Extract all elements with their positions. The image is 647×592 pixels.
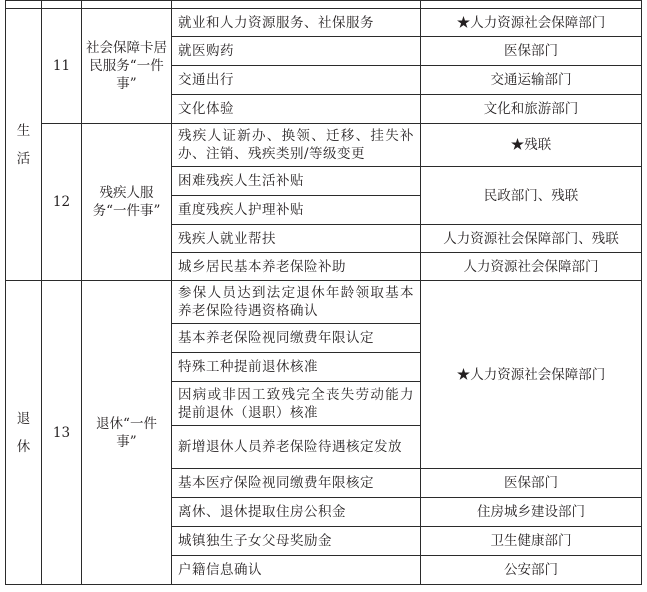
item-cell: 新增退休人员养老保险待遇核定发放 <box>172 426 421 469</box>
department-cell: 人力资源社会保障部门 <box>421 253 642 281</box>
item-cell: 就业和人力资源服务、社保服务 <box>172 9 421 37</box>
services-table <box>5 0 642 585</box>
department-cell: 民政部门、残联 <box>421 167 642 225</box>
edge-cell <box>42 1 82 9</box>
department-cell: ★人力资源社会保障部门 <box>421 281 642 469</box>
service-name-cell: 退休“一件事” <box>82 281 172 585</box>
table-row <box>6 281 642 324</box>
serial-number-cell: 13 <box>42 281 82 585</box>
department-cell: ★残联 <box>421 124 642 167</box>
edge-cell <box>421 1 642 9</box>
category-label: 生活 <box>16 122 31 167</box>
table-top-edge-row <box>6 1 642 9</box>
item-cell: 就医购药 <box>172 37 421 66</box>
department-cell: 医保部门 <box>421 37 642 66</box>
department-cell: 住房城乡建设部门 <box>421 498 642 527</box>
item-cell: 残疾人就业帮扶 <box>172 225 421 253</box>
department-cell: 卫生健康部门 <box>421 527 642 556</box>
table-row <box>6 9 642 37</box>
item-cell: 基本养老保险视同缴费年限认定 <box>172 324 421 353</box>
serial-number-cell: 11 <box>42 9 82 124</box>
item-cell: 因病或非因工致残完全丧失劳动能力提前退休（退职）核准 <box>172 382 421 426</box>
item-cell: 交通出行 <box>172 66 421 95</box>
service-name-cell: 残疾人服务“一件事” <box>82 124 172 281</box>
item-cell: 困难残疾人生活补贴 <box>172 167 421 196</box>
category-cell-life <box>6 9 42 281</box>
service-name-cell: 社会保障卡居民服务“一件事” <box>82 9 172 124</box>
item-cell: 重度残疾人护理补贴 <box>172 196 421 225</box>
item-cell: 基本医疗保险视同缴费年限核定 <box>172 469 421 498</box>
serial-number-cell: 12 <box>42 124 82 281</box>
department-cell: 文化和旅游部门 <box>421 95 642 124</box>
department-cell: 医保部门 <box>421 469 642 498</box>
item-cell: 城乡居民基本养老保险补助 <box>172 253 421 281</box>
item-cell: 残疾人证新办、换领、迁移、挂失补办、注销、残疾类别/等级变更 <box>172 124 421 167</box>
edge-cell <box>82 1 172 9</box>
department-cell: 交通运输部门 <box>421 66 642 95</box>
category-cell-retire <box>6 281 42 585</box>
department-cell: ★人力资源社会保障部门 <box>421 9 642 37</box>
category-label: 退休 <box>16 410 31 455</box>
item-cell: 特殊工种提前退休核准 <box>172 353 421 382</box>
item-cell: 参保人员达到法定退休年龄领取基本养老保险待遇资格确认 <box>172 281 421 324</box>
edge-cell <box>6 1 42 9</box>
department-cell: 公安部门 <box>421 556 642 585</box>
item-cell: 离休、退休提取住房公积金 <box>172 498 421 527</box>
item-cell: 户籍信息确认 <box>172 556 421 585</box>
edge-cell <box>172 1 421 9</box>
table-row <box>6 124 642 167</box>
department-cell: 人力资源社会保障部门、残联 <box>421 225 642 253</box>
item-cell: 文化体验 <box>172 95 421 124</box>
item-cell: 城镇独生子女父母奖励金 <box>172 527 421 556</box>
